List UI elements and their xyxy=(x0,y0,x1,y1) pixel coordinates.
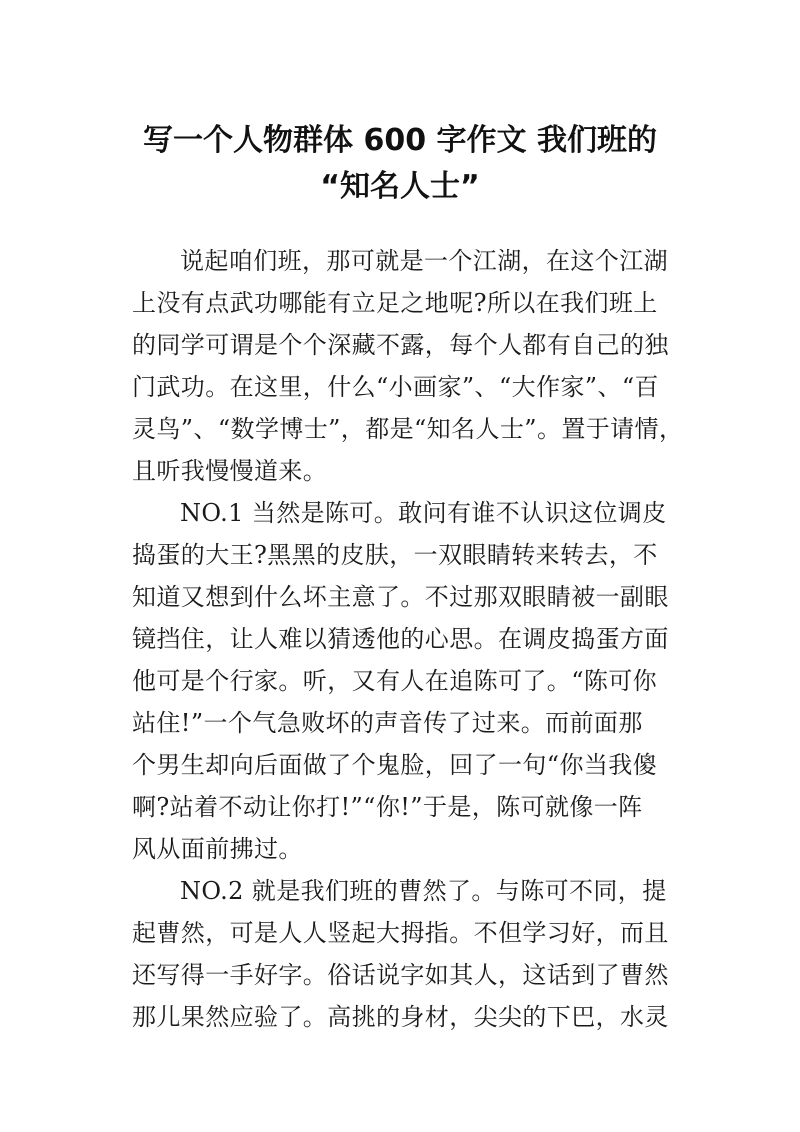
document-body xyxy=(132,240,684,1038)
text-line: 且听我慢慢道来。 xyxy=(132,457,328,485)
text-line: NO.1 当然是陈可。敢问有谁不认识这位调皮 xyxy=(180,499,667,527)
text-line: 的同学可谓是个个深藏不露，每个人都有自己的独 xyxy=(132,331,669,359)
text-line: 他可是个行家。听，又有人在追陈可了。“陈可你 xyxy=(132,667,658,695)
text-line: 镜挡住，让人难以猜透他的心思。在调皮捣蛋方面 xyxy=(132,625,669,653)
paragraph-no1 xyxy=(132,492,672,870)
text-line: 说起咱们班，那可就是一个江湖，在这个江湖 xyxy=(180,247,668,275)
text-line: 捣蛋的大王?黑黑的皮肤，一双眼睛转来转去，不 xyxy=(132,541,658,569)
text-line: 那儿果然应验了。高挑的身材，尖尖的下巴，水灵 xyxy=(132,1003,669,1031)
title-line-2: “知名人士” xyxy=(320,169,480,205)
text-line: 灵鸟”、“数学博士”，都是“知名人士”。置于请情， xyxy=(132,415,684,443)
paragraph-intro xyxy=(132,240,684,492)
text-line: 啊?站着不动让你打!”“你!”于是，陈可就像一阵 xyxy=(132,793,643,821)
paragraph-no2 xyxy=(132,870,672,1038)
text-line: 知道又想到什么坏主意了。不过那双眼睛被一副眼 xyxy=(132,583,669,611)
text-line: 还写得一手好字。俗话说字如其人，这话到了曹然 xyxy=(132,961,669,989)
text-line: 上没有点武功哪能有立足之地呢?所以在我们班上 xyxy=(132,289,658,317)
text-line: 个男生却向后面做了个鬼脸，回了一句“你当我傻 xyxy=(132,751,658,779)
document-title xyxy=(100,118,700,210)
title-line-1: 写一个人物群体 600 字作文 我们班的 xyxy=(143,123,657,159)
text-line: 站住!”一个气急败坏的声音传了过来。而前面那 xyxy=(132,709,643,737)
text-line: 起曹然，可是人人竖起大拇指。不但学习好，而且 xyxy=(132,919,669,947)
text-line: 门武功。在这里，什么“小画家”、“大作家”、“百 xyxy=(132,373,659,401)
text-line: NO.2 就是我们班的曹然了。与陈可不同，提 xyxy=(180,877,667,905)
text-line: 风从面前拂过。 xyxy=(132,835,303,863)
